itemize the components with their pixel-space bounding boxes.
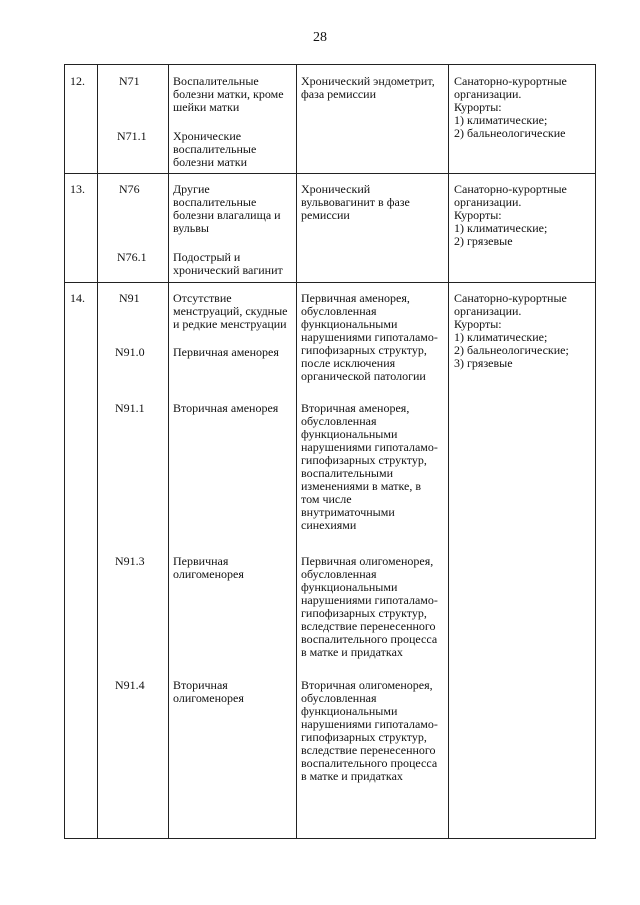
disease-name: Другие воспалительные болезни влагалища и вульвы (173, 182, 281, 235)
disease-name: Вторичная олигоменорея (173, 678, 244, 705)
icd-code: N71 (119, 74, 140, 88)
disease-name: Подострый и хронический вагинит (173, 250, 283, 277)
row-number: 12. (70, 74, 85, 88)
disease-name: Хронические воспалительные болезни матки (173, 129, 257, 169)
disease-name: Первичная олигоменорея (173, 554, 244, 581)
condition-text: Первичная олигоменорея, обусловленная функциональными нарушениями гипоталамо- гипофизарных структур, вследствие перенесенного воспалительного процесса в матке и придатках (301, 554, 438, 659)
icd-code: N91.0 (115, 345, 145, 359)
row-number: 13. (70, 182, 85, 196)
condition-text: Вторичная олигоменорея, обусловленная функциональными нарушениями гипоталамо- гипофизарных структур, вследствие перенесенного воспалительного процесса в матке и придатках (301, 678, 438, 783)
icd-code: N91.4 (115, 678, 145, 692)
condition-text: Вторичная аменорея, обусловленная функциональными нарушениями гипоталамо- гипофизарных структур, воспалительными изменениями в матке, в том числе внутриматочными синехиями (301, 401, 438, 532)
icd-code: N91.3 (115, 554, 145, 568)
recommendation-text: Санаторно-курортные организации. Курорты: 1) климатические; 2) грязевые (454, 182, 567, 248)
recommendation-text: Санаторно-курортные организации. Курорты: 1) климатические; 2) бальнеологические; 3) грязевые (454, 291, 569, 370)
column-divider (296, 65, 297, 838)
column-divider (97, 65, 98, 838)
icd-code: N76 (119, 182, 140, 196)
column-divider (168, 65, 169, 838)
disease-name: Воспалительные болезни матки, кроме шейки матки (173, 74, 284, 114)
condition-text: Первичная аменорея, обусловленная функциональными нарушениями гипоталамо- гипофизарных структур, после исключения органической патологии (301, 291, 438, 383)
page-number: 28 (313, 30, 327, 45)
column-divider (448, 65, 449, 838)
icd-code: N71.1 (117, 129, 147, 143)
condition-text: Хронический вульвовагинит в фазе ремиссии (301, 182, 410, 222)
recommendation-text: Санаторно-курортные организации. Курорты: 1) климатические; 2) бальнеологические (454, 74, 567, 140)
disease-name: Вторичная аменорея (173, 401, 279, 415)
row-divider (65, 173, 595, 174)
condition-text: Хронический эндометрит, фаза ремиссии (301, 74, 435, 101)
icd-code: N91.1 (115, 401, 145, 415)
row-number: 14. (70, 291, 85, 305)
diagnosis-table (64, 64, 596, 839)
icd-code: N76.1 (117, 250, 147, 264)
disease-name: Первичная аменорея (173, 345, 279, 359)
icd-code: N91 (119, 291, 140, 305)
row-divider (65, 282, 595, 283)
disease-name: Отсутствие менструаций, скудные и редкие менструации (173, 291, 288, 331)
